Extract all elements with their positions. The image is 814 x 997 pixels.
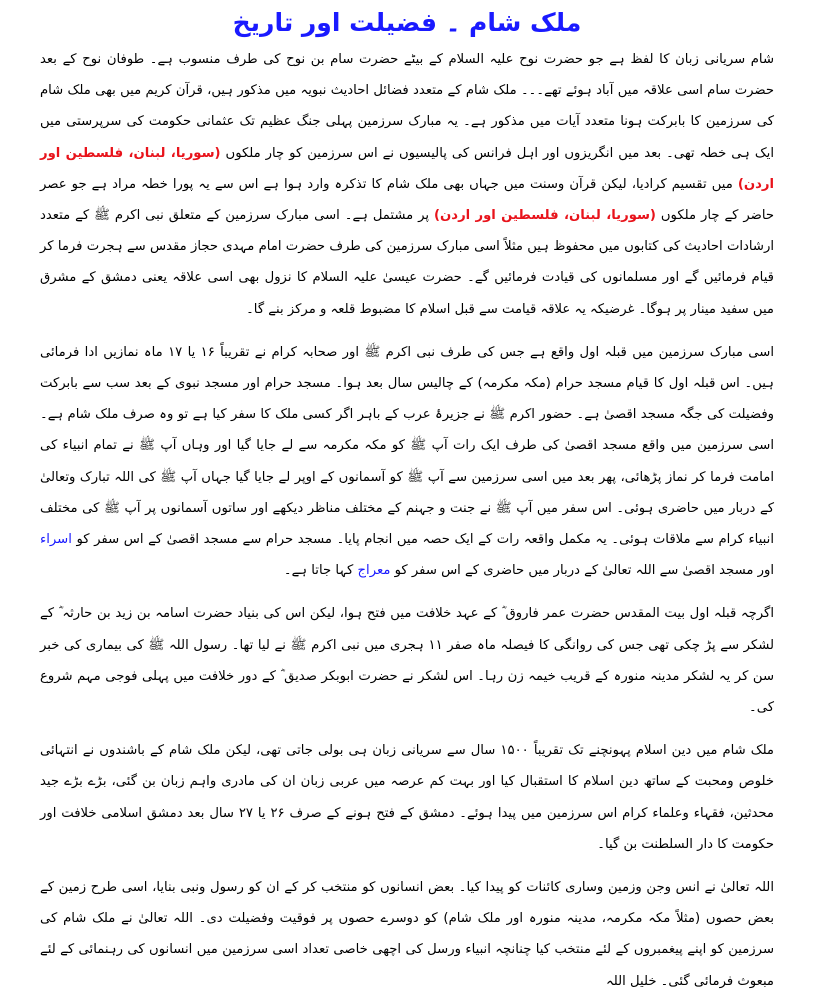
paragraph-text: اور مسجد اقصیٰ سے اللہ تعالیٰ کے دربار میں حاضری کے اس سفر کو <box>390 563 774 579</box>
paragraph-text: میں تقسیم کرادیا، لیکن قرآن وسنت میں جہاں بھی ملک شام کا تذکرہ وارد ہوا ہے اس سے یہ پورا خطہ مراد ہے جو عصر حاضر کے چار ملکوں <box>40 176 775 224</box>
paragraph-text: ملک شام میں دین اسلام پہونچنے تک تقریباً ۱۵۰۰ سال سے سریانی زبان ہی بولی جاتی تھی، لیکن ملک شام کے باشندوں نے انتہائی خلوص ومحبت کے ساتھ دین اسلام کا استقبال کیا اور بہت کم عرصہ میں عربی زبان ان کی مادری واہم زبان بن گئی، بڑے بڑے جید محدثین، فقہاء وعلماء کرام اس سرزمین میں پیدا ہوئے۔ دمشق کے فتح ہونے کے صرف ۲۶ یا ۲۷ سال بعد دمشق اسلامی خلافت اور حکومت کا دار السلطنت بن گیا۔ <box>40 743 774 852</box>
term-isra: اسراء <box>40 532 72 548</box>
paragraph-text: اللہ تعالیٰ نے انس وجن وزمین وساری کائنات کو پیدا کیا۔ بعض انسانوں کو منتخب کر کے ان کو رسول ونبی بنایا، اسی طرح زمین کے بعض حصوں (مثلاً مکہ مکرمہ، مدینہ منورہ اور ملک شام) کو دوسرے حصوں پر فوقیت وفضیلت دی۔ اللہ تعالیٰ نے ملک شام کی سرزمین کو اپنے پیغمبروں کے لئے منتخب کیا چنانچہ انبیاء ورسل کی اچھی خاصی تعداد اسی سرزمین میں انسانوں کی رہنمائی کے لئے مبعوث فرمائی گئی۔ خلیل اللہ <box>40 880 774 989</box>
paragraph-2 <box>40 337 774 587</box>
paragraph-text: شام سریانی زبان کا لفظ ہے جو حضرت نوح علیہ السلام کے بیٹے حضرت سام بن نوح کی طرف منسوب ہے۔ طوفان نوح کے بعد حضرت سام اسی علاقہ میں آباد ہوئے تھے۔۔۔ ملک شام کے متعدد فضائل احادیث نبویہ میں مذکور ہیں، قرآن کریم میں بھی ملک شام کی سرزمین کا بابرکت ہونا متعدد آیات میں مذکور ہے۔ یہ مبارک سرزمین پہلی جنگ عظیم تک عثمانی حکومت کی سرپرستی میں ایک ہی خطہ تھی۔ بعد میں انگریزوں اور اہل فرانس کی پالیسیوں نے اس سرزمین کو چار ملکوں <box>40 52 774 161</box>
highlighted-countries: (سوریا، لبنان، فلسطین اور اردن) <box>434 208 656 224</box>
paragraph-4 <box>40 735 774 860</box>
term-miraj: معراج <box>357 563 391 579</box>
paragraph-text: کہا جاتا ہے۔ <box>283 563 358 579</box>
paragraph-5 <box>40 872 774 997</box>
paragraph-text: اسی مبارک سرزمین میں قبلہ اول واقع ہے جس کی طرف نبی اکرم ﷺ اور صحابہ کرام نے تقریباً ۱۶ یا ۱۷ ماہ نمازیں ادا فرمائی ہیں۔ اس قبلہ اول کا قیام مسجد حرام (مکہ مکرمہ) کے چالیس سال بعد ہوا۔ مسجد حرام اور مسجد نبوی کے بعد سب سے بابرکت وفضیلت کی جگہ مسجد اقصیٰ ہے۔ حضور اکرم ﷺ نے جزیرۂ عرب کے باہر اگر کسی ملک کا سفر کیا ہے تو وہ صرف ملک شام ہے۔ اسی سرزمین میں واقع مسجد اقصیٰ کی طرف ایک رات آپ ﷺ کو مکہ مکرمہ سے لے جایا گیا اور وہاں آپ ﷺ نے تمام انبیاء کی امامت فرما کر نماز پڑھائی، پھر بعد میں اسی سرزمین سے آپ ﷺ کو آسمانوں کے اوپر لے جایا گیا جہاں آپ ﷺ کی اللہ تبارک وتعالیٰ کے دربار میں حاضری ہوئی۔ اس سفر میں آپ ﷺ نے جنت و جہنم کے مختلف مناظر دیکھے اور ساتوں آسمانوں پر آپ ﷺ کی مختلف انبیاء کرام سے ملاقات ہوئی۔ یہ مکمل واقعہ رات کے ایک حصہ میں انجام پایا۔ مسجد حرام سے مسجد اقصیٰ کے اس سفر کو <box>40 344 775 548</box>
paragraph-text: اگرچہ قبلہ اول بیت المقدس حضرت عمر فاروق ؓ کے عہد خلافت میں فتح ہوا، لیکن اس کی بنیاد حضرت اسامہ بن زید بن حارثہ ؓ کے لشکر سے پڑ چکی تھی جس کی روانگی کا فیصلہ ماہ صفر ۱۱ ہجری میں نبی اکرم ﷺ نے لیا تھا۔ رسول اللہ ﷺ کی بیماری کی خبر سن کر یہ لشکر مدینہ منورہ کے قریب خیمہ زن رہا۔ اس لشکر نے حضرت ابوبکر صدیق ؓ کے دور خلافت میں پہلی فوجی مہم شروع کی۔ <box>40 606 774 716</box>
paragraph-text: پر مشتمل ہے۔ اسی مبارک سرزمین کے متعلق نبی اکرم ﷺ کے متعدد ارشادات احادیث کی کتابوں میں محفوظ ہیں مثلاً اسی مبارک سرزمین کی طرف حضرت امام مہدی حجاز مقدس سے ہجرت فرما کر قیام فرمائیں گے اور مسلمانوں کی قیادت فرمائیں گے۔ حضرت عیسیٰ علیہ السلام کا نزول بھی اسی علاقہ یعنی دمشق کے مشرق میں سفید مینار پر ہوگا۔ غرضیکہ یہ علاقہ قیامت سے قبل اسلام کا مضبوط قلعہ و مرکز بنے گا۔ <box>40 208 774 317</box>
paragraph-3 <box>40 598 774 723</box>
document-title: ملک شام ۔ فضیلت اور تاریخ <box>232 8 582 37</box>
paragraph-1 <box>40 44 774 325</box>
highlighted-countries: (سوریا، لبنان، فلسطین اور اردن) <box>40 145 774 192</box>
